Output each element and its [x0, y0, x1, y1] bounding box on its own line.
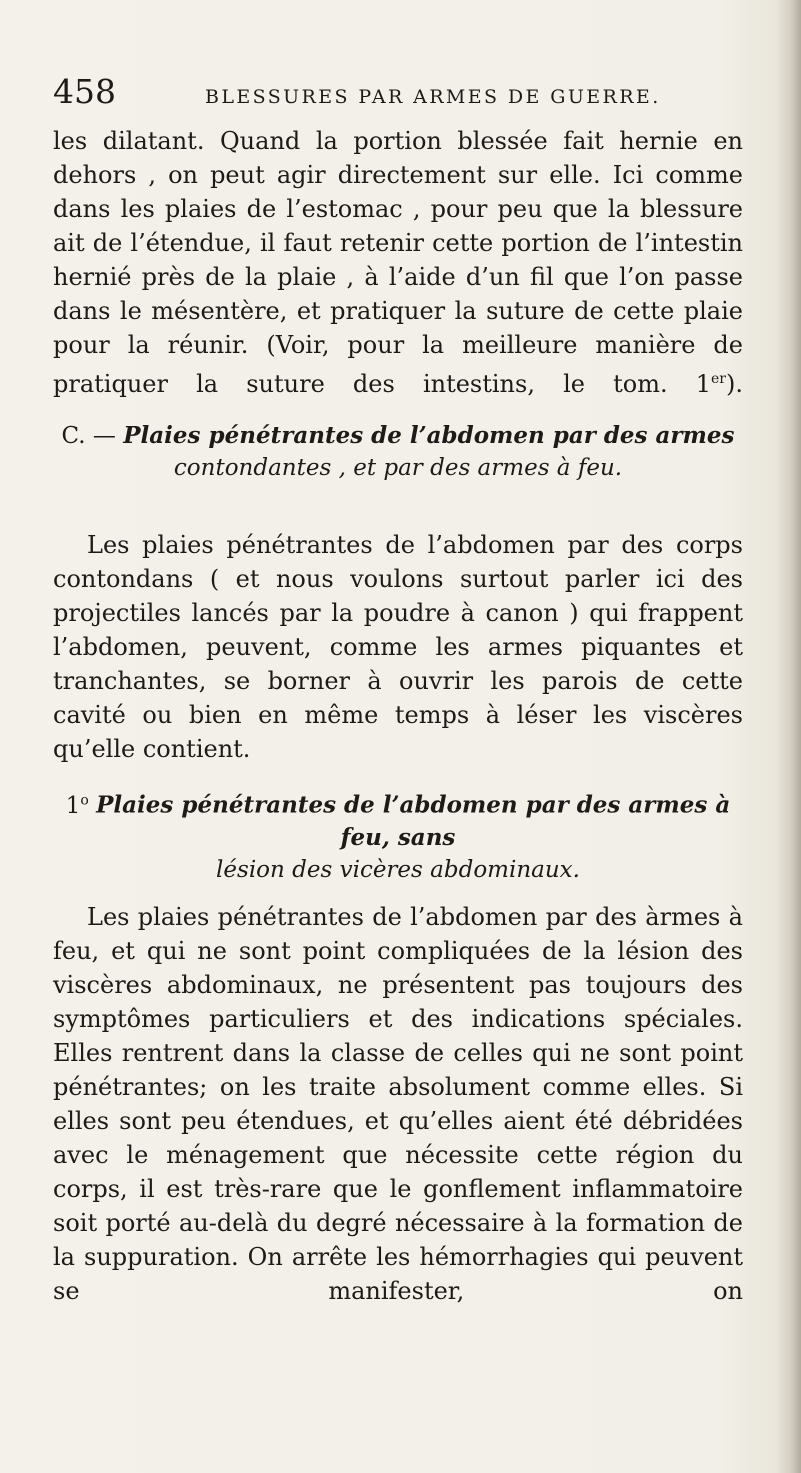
page-edge-shadow — [775, 0, 801, 1473]
section-1-label: 1$^o$ — [65, 792, 89, 819]
paragraph-1-end: ). — [726, 370, 743, 398]
section-c-title-line-2: contondantes , et par des armes à feu. — [173, 455, 623, 481]
section-c-heading — [53, 420, 743, 484]
paragraph-continued — [53, 124, 743, 401]
section-1-title-line-1: Plaies pénétrantes de l’abdomen par des armes à feu, sans — [96, 791, 731, 851]
section-1-heading — [53, 784, 743, 886]
running-title: BLESSURES PAR ARMES DE GUERRE. — [205, 86, 661, 108]
paragraph-1-superscript: er — [711, 371, 726, 387]
section-1-title-line-2: lésion des vicères abdominaux. — [216, 856, 580, 883]
paragraph-2: Les plaies pénétrantes de l’abdomen par des corps contondans ( et nous voulons surtout parler ici des projectiles lancés par la poudre à canon ) qui frappent l’abdomen, peuvent, comme les armes piquantes et tranchantes, se borner à ouvrir les parois de cette cavité ou bien en même temps à léser les viscères qu’elle contient. — [53, 531, 743, 763]
paragraph-3: Les plaies pénétrantes de l’abdomen par des àrmes à feu, et qui ne sont point compliquées de la lésion des viscères abdominaux, ne présentent pas toujours des symptômes particuliers et des indications spéciales. Elles rentrent dans la classe de celles qui ne sont point pénétrantes; on les traite absolument comme elles. Si elles sont peu étendues, et qu’elles aient été débridées avec le ménagement que nécessite cette région du corps, il est très-rare que le gonflement inflammatoire soit porté au-delà du degré nécessaire à la formation de la suppuration. On arrête les hémorrhagies qui peuvent se manifester, on — [53, 903, 743, 1305]
page-number: 458 — [53, 72, 116, 111]
paragraph-1-text: les dilatant. Quand la portion blessée fait hernie en dehors , on peut agir directement sur elle. Ici comme dans les plaies de l’estomac , pour peu que la blessure ait de l’étendue, il faut retenir cette portion de l’intestin hernié près de la plaie , à l’aide d’un fil que l’on passe dans le mésentère, et pratiquer la suture de cette plaie pour la réunir. (Voir, pour la meilleure manière de pratiquer la suture des intestins, le tom. 1 — [53, 127, 743, 398]
page-header — [53, 70, 733, 118]
section-c-label: C. — — [61, 423, 116, 449]
section-c-title-line-1: Plaies pénétrantes de l’abdomen par des armes — [123, 422, 735, 449]
